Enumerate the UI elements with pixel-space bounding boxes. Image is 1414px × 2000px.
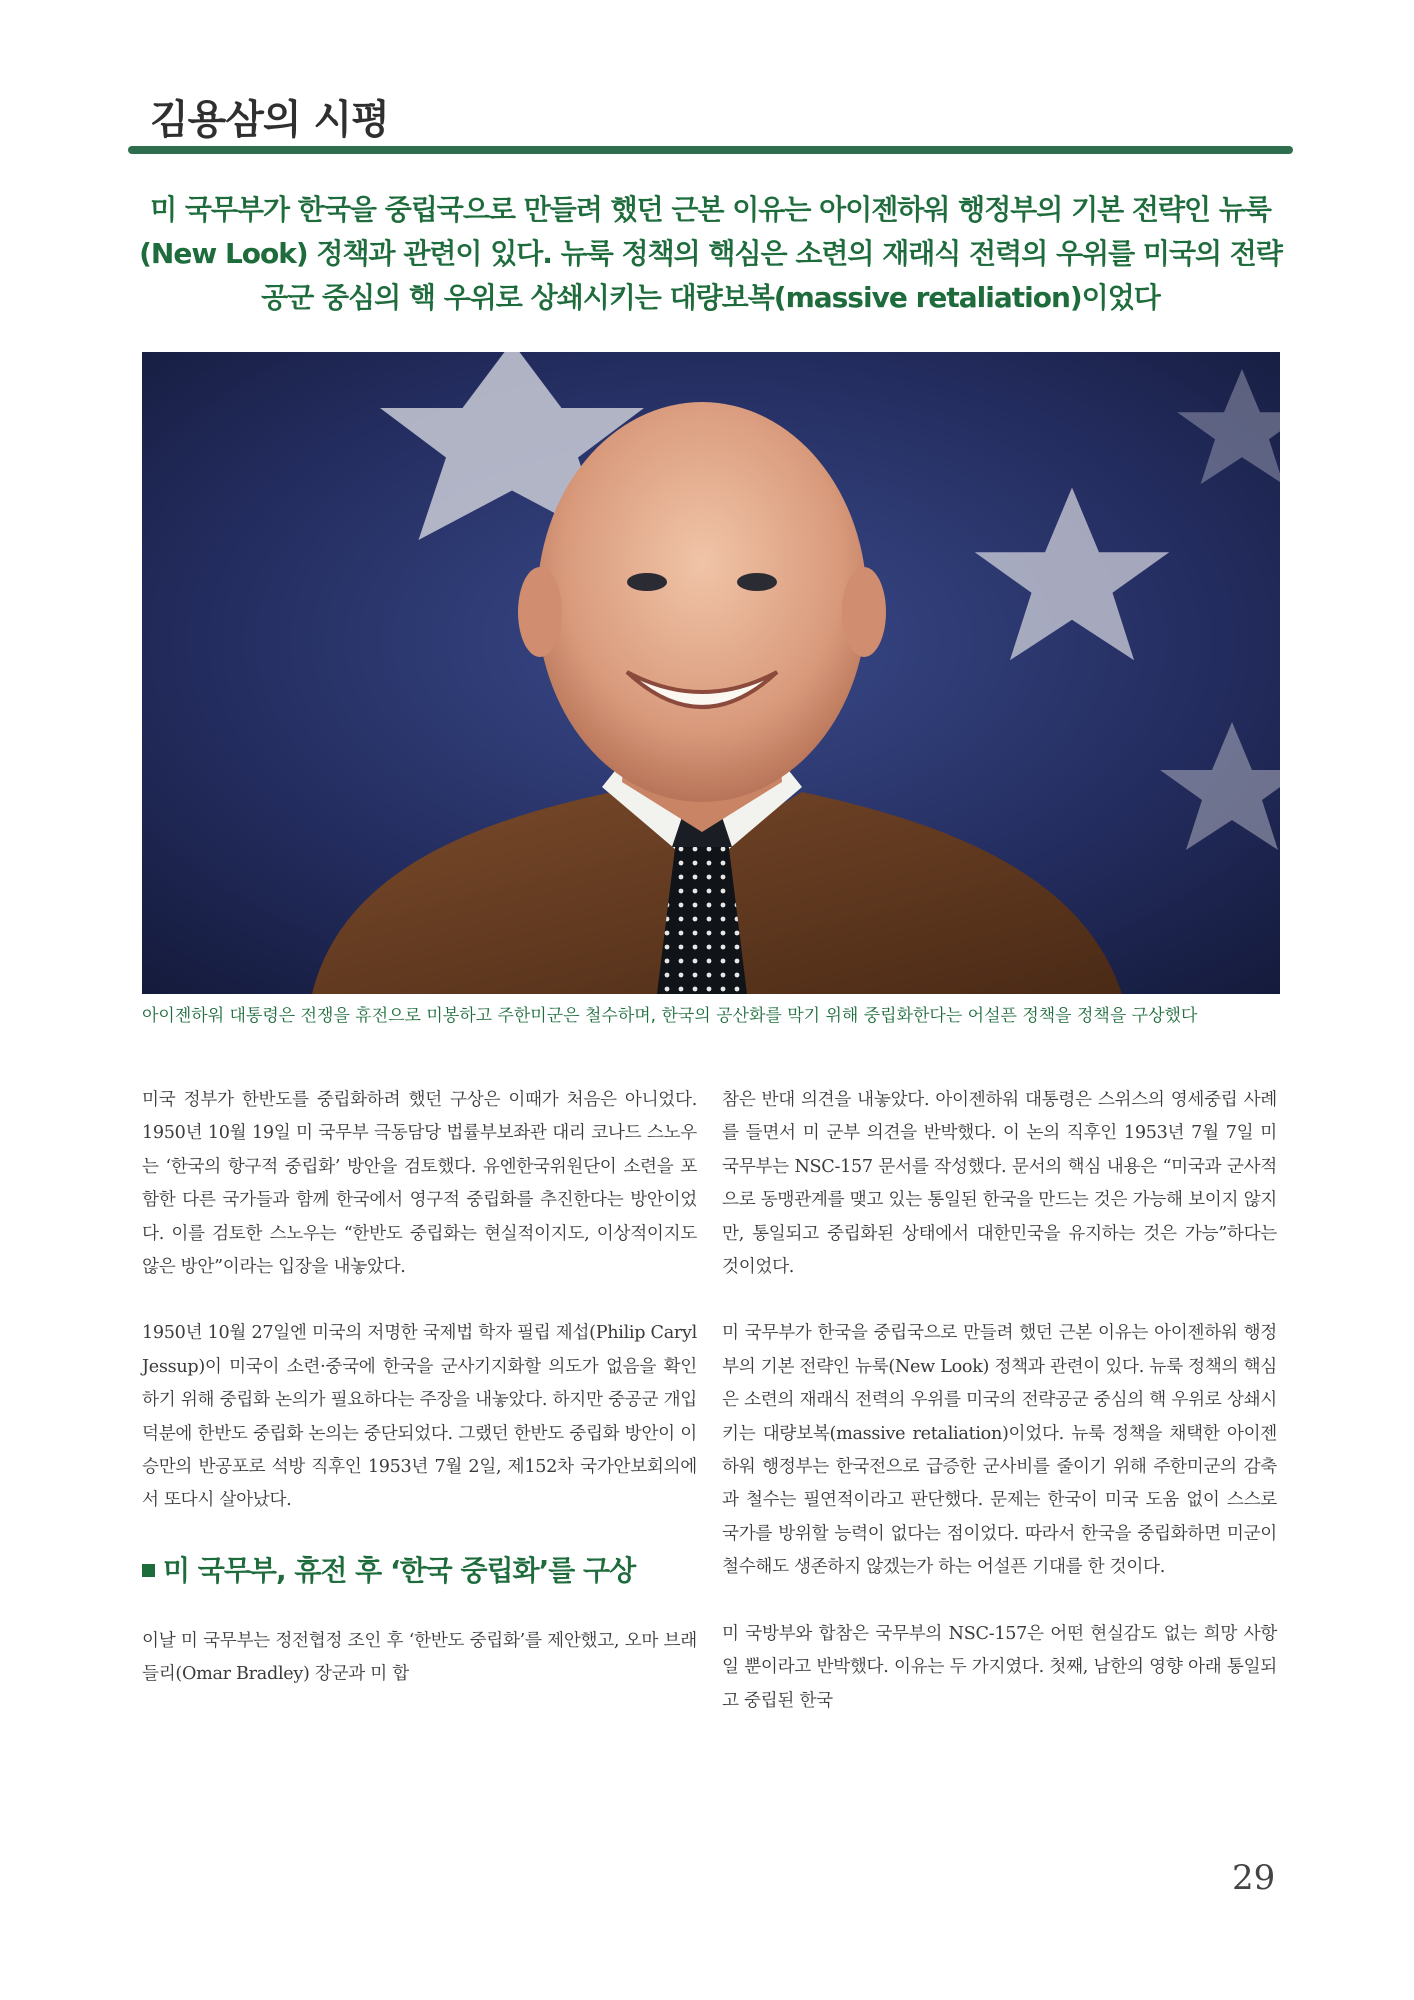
title-rule xyxy=(128,146,1293,154)
body-paragraph: 미국 정부가 한반도를 중립화하려 했던 구상은 이때가 처음은 아니었다. 1950년 10월 19일 미 국무부 극동담당 법률부보좌관 대리 코나드 스노우는 ‘한국의 항구적 중립화’ 방안을 검토했다. 유엔한국위원단이 소련을 포함한 다른 국가들과 함께 한국에서 영구적 중립화를 추진한다는 방안이었다. 이를 검토한 스노우는 “한반도 중립화는 현실적이지도, 이상적이지도 않은 방안”이라는 입장을 내놓았다. xyxy=(142,1090,697,1278)
right-column xyxy=(722,1084,1277,1751)
headline: 미 국무부가 한국을 중립국으로 만들려 했던 근본 이유는 아이젠하워 행정부의 기본 전략인 뉴룩(New Look) 정책과 관련이 있다. 뉴룩 정책의 핵심은 소련의 재래식 전력의 우위를 미국의 전략공군 중심의 핵 우위로 상쇄시키는 대량보복(massive retaliation)이었다 xyxy=(139,193,1282,314)
body-paragraph: 참은 반대 의견을 내놓았다. 아이젠하워 대통령은 스위스의 영세중립 사례를 들면서 미 군부 의견을 반박했다. 이 논의 직후인 1953년 7월 7일 미 국무부는 NSC-157 문서를 작성했다. 문서의 핵심 내용은 “미국과 군사적으로 동맹관계를 맺고 있는 통일된 한국을 만드는 것은 가능해 보이지 않지만, 통일되고 중립화된 상태에서 대한민국을 유지하는 것은 가능”하다는 것이었다. xyxy=(722,1090,1277,1278)
body-paragraph: 미 국방부와 합참은 국무부의 NSC-157은 어떤 현실감도 없는 희망 사항일 뿐이라고 반박했다. 이유는 두 가지였다. 첫째, 남한의 영향 아래 통일되고 중립된 한국 xyxy=(722,1623,1277,1711)
sub-heading xyxy=(142,1551,697,1591)
body-paragraph: 미 국무부가 한국을 중립국으로 만들려 했던 근본 이유는 아이젠하워 행정부의 기본 전략인 뉴룩(New Look) 정책과 관련이 있다. 뉴룩 정책의 핵심은 소련의 재래식 전력의 우위를 미국의 전략공군 중심의 핵 우위로 상쇄시키는 대량보복(massive retaliation)이었다. 뉴룩 정책을 채택한 아이젠하워 행정부는 한국전으로 급증한 군사비를 줄이기 위해 주한미군의 감축과 철수는 필연적이라고 판단했다. 문제는 한국이 미국 도움 없이 스스로 국가를 방위할 능력이 없다는 점이었다. 따라서 한국을 중립화하면 미군이 철수해도 생존하지 않겠는가 하는 어설픈 기대를 한 것이다. xyxy=(722,1323,1277,1578)
body-paragraph: 이날 미 국무부는 정전협정 조인 후 ‘한반도 중립화’를 제안했고, 오마 브래들리(Omar Bradley) 장군과 미 합 xyxy=(142,1630,697,1685)
portrait-photo xyxy=(142,352,1280,994)
sub-heading-text: 미 국무부, 휴전 후 ‘한국 중립화’를 구상 xyxy=(163,1553,636,1587)
photo-caption: 아이젠하워 대통령은 전쟁을 휴전으로 미봉하고 주한미군은 철수하며, 한국의 공산화를 막기 위해 중립화한다는 어설픈 정책을 정책을 구상했다 xyxy=(142,1006,1198,1026)
body-paragraph: 1950년 10월 27일엔 미국의 저명한 국제법 학자 필립 제섭(Philip Caryl Jessup)이 미국이 소련·중국에 한국을 군사기지화할 의도가 없음을 확인하기 위해 중립화 논의가 필요하다는 주장을 내놓았다. 하지만 중공군 개입 덕분에 한반도 중립화 논의는 중단되었다. 그랬던 한반도 중립화 방안이 이승만의 반공포로 석방 직후인 1953년 7월 2일, 제152차 국가안보회의에서 또다시 살아났다. xyxy=(142,1323,697,1511)
section-title: 김용삼의 시평 xyxy=(150,97,389,143)
left-column xyxy=(142,1084,697,1725)
page-number: 29 xyxy=(1232,1858,1276,1898)
square-bullet-icon xyxy=(142,1564,155,1577)
